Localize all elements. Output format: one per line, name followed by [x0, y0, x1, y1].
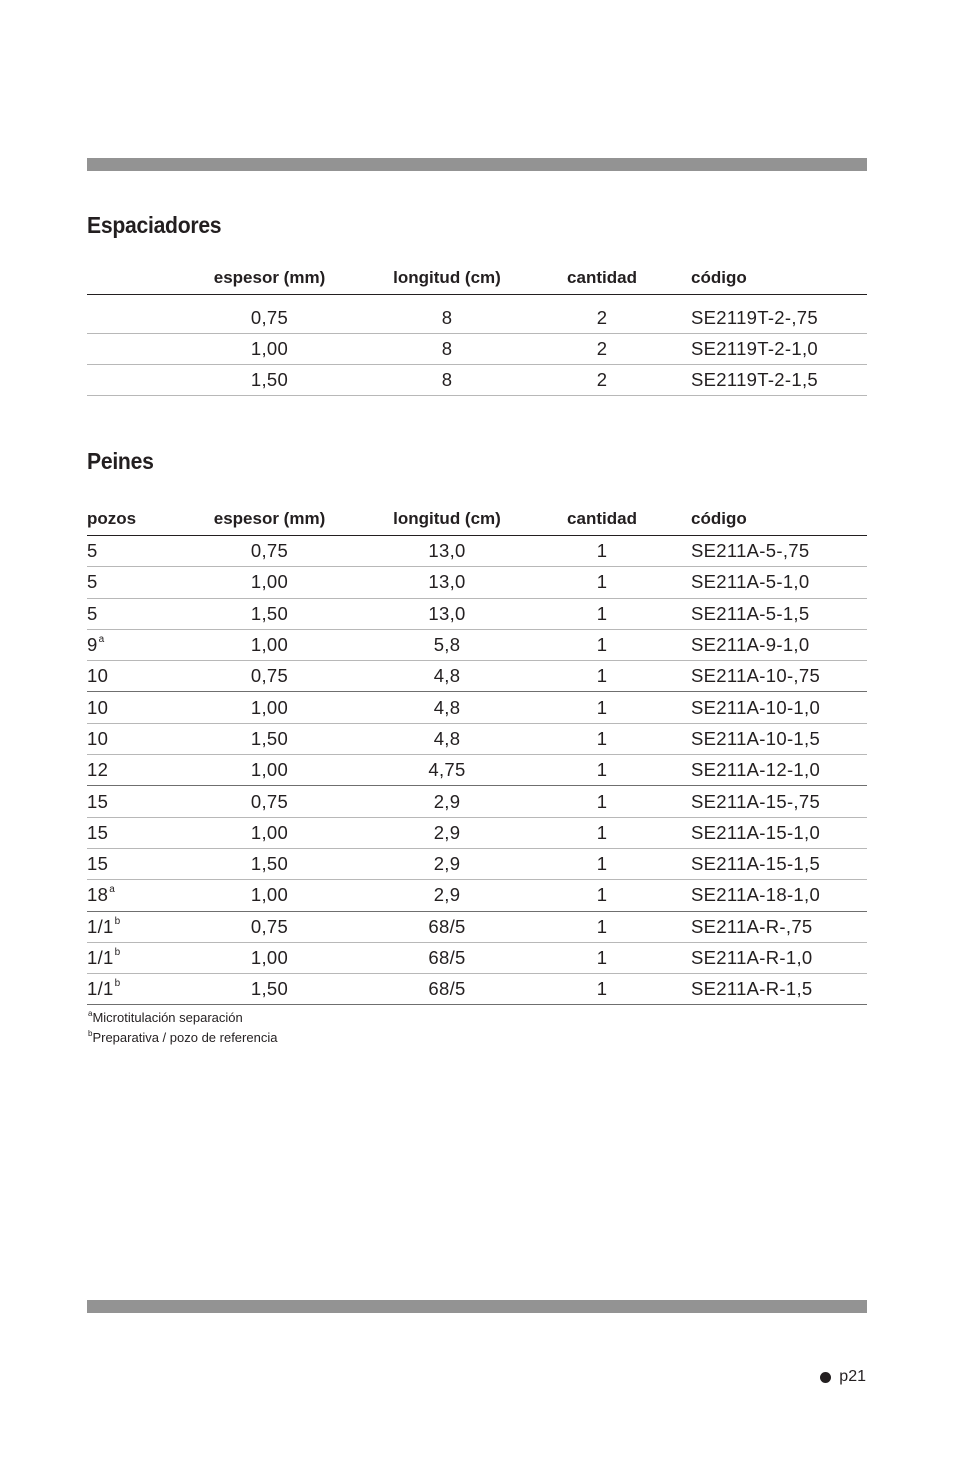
table-cell: [87, 911, 197, 942]
cell-value: 13,0: [428, 602, 466, 624]
table-cell: [342, 723, 552, 754]
top-divider-bar: [87, 158, 867, 171]
table-cell: [342, 974, 552, 1005]
cell-value: 9: [87, 634, 98, 656]
table-cell: [652, 723, 867, 754]
cell-value: 1,00: [250, 571, 289, 593]
table-cell: [652, 661, 867, 692]
cell-value: 1,50: [250, 853, 289, 875]
table-cell: [552, 692, 652, 723]
table-cell: [552, 598, 652, 629]
table-cell: [87, 295, 197, 334]
footnotes: [87, 1008, 277, 1048]
page-number: p21: [839, 1368, 866, 1385]
table-row: [87, 365, 867, 396]
cell-value: SE211A-15-,75: [691, 790, 821, 812]
table-cell: [197, 629, 342, 660]
column-header: cantidad: [552, 503, 652, 536]
footnote-mark: a: [88, 1009, 93, 1018]
cell-value: 12: [87, 759, 109, 781]
cell-value: 1: [596, 571, 608, 593]
table-cell: 2: [552, 334, 652, 365]
column-header: código: [652, 503, 867, 536]
cell-value: 1: [596, 540, 608, 562]
cell-value: SE211A-9-1,0: [691, 634, 810, 656]
cell-value: 15: [87, 790, 109, 812]
cell-value: 1/1: [87, 978, 114, 1000]
cell-value: 5: [87, 602, 98, 624]
table-cell: [87, 723, 197, 754]
table-cell: [652, 974, 867, 1005]
table-row: [87, 629, 867, 660]
table-row: [87, 334, 867, 365]
table-cell: 2: [552, 295, 652, 334]
cell-value: 4,8: [433, 727, 461, 749]
cell-value: 13,0: [428, 540, 466, 562]
cell-value: 1,00: [250, 759, 289, 781]
table-cell: 1,00: [197, 334, 342, 365]
table-cell: [552, 942, 652, 973]
cell-value: 1,50: [250, 727, 289, 749]
table-cell: 8: [342, 295, 552, 334]
cell-value: 10: [87, 696, 109, 718]
cell-value: SE211A-5-1,5: [691, 602, 810, 624]
cell-value: 4,75: [428, 759, 466, 781]
table-cell: [652, 629, 867, 660]
table-cell: [342, 817, 552, 848]
table-cell: [342, 848, 552, 879]
table-cell: [197, 723, 342, 754]
cell-value: 10: [87, 665, 109, 687]
table-cell: 8: [342, 365, 552, 396]
cell-value: 68/5: [428, 978, 466, 1000]
table-cell: [552, 974, 652, 1005]
bottom-divider-bar: [87, 1300, 867, 1313]
cell-value: 1: [596, 821, 608, 843]
table-row: [87, 817, 867, 848]
table-cell: [87, 536, 197, 567]
cell-value: 5,8: [433, 634, 461, 656]
cell-value: 4,8: [433, 696, 461, 718]
table-cell: [197, 786, 342, 817]
table-cell: [87, 629, 197, 660]
table-cell: [342, 880, 552, 911]
table-cell: [342, 692, 552, 723]
table-cell: [197, 755, 342, 786]
table-cell: 2: [552, 365, 652, 396]
cell-value: 1: [596, 790, 608, 812]
table-cell: [87, 365, 197, 396]
table-cell: [552, 817, 652, 848]
column-header: [87, 262, 197, 295]
table-cell: [87, 567, 197, 598]
cell-value: 68/5: [428, 947, 466, 968]
table-cell: [87, 661, 197, 692]
cell-value: 1,50: [250, 978, 289, 1000]
table-cell: [87, 334, 197, 365]
table-row: [87, 755, 867, 786]
table-row: [87, 848, 867, 879]
cell-value: 0,75: [250, 915, 289, 937]
table-cell: [342, 661, 552, 692]
cell-value: 1,00: [250, 696, 289, 718]
cell-value: 1,00: [250, 884, 289, 906]
table-cell: [197, 567, 342, 598]
table-cell: [652, 755, 867, 786]
cell-value: 1: [596, 602, 608, 624]
bullet-icon: [820, 1372, 831, 1383]
cell-value: 1,00: [250, 634, 289, 656]
cell-value: SE211A-R-1,0: [691, 947, 813, 968]
table-cell: [652, 567, 867, 598]
cell-value: 15: [87, 821, 109, 843]
table-row: [87, 942, 867, 973]
cell-value: 1,00: [250, 947, 289, 968]
table-cell: [87, 692, 197, 723]
column-header: espesor (mm): [197, 503, 342, 536]
cell-value: 1: [596, 853, 608, 875]
cell-value: SE211A-10-1,5: [691, 727, 821, 749]
table-row: [87, 974, 867, 1005]
cell-value: SE211A-10-,75: [691, 665, 821, 687]
cell-value: 1/1: [87, 947, 114, 968]
table-cell: [197, 598, 342, 629]
cell-value: 1: [596, 665, 608, 687]
table-cell: [197, 661, 342, 692]
table-cell: [552, 629, 652, 660]
cell-value: 1: [596, 884, 608, 906]
cell-value: SE211A-R-1,5: [691, 978, 813, 1000]
footnote-text: Preparativa / pozo de referencia: [92, 1030, 278, 1045]
table-cell: [652, 786, 867, 817]
cell-value: 1: [596, 978, 608, 1000]
table-cell: [652, 911, 867, 942]
footnote-mark: b: [88, 1029, 93, 1038]
table-row: [87, 567, 867, 598]
cell-value: 0,75: [250, 540, 289, 562]
table-cell: [552, 786, 652, 817]
table-header-row: [87, 262, 867, 295]
cell-value: 15: [87, 853, 109, 875]
table-cell: [197, 880, 342, 911]
table-cell: [342, 755, 552, 786]
table-cell: [197, 942, 342, 973]
table-row: [87, 295, 867, 334]
table-cell: [342, 567, 552, 598]
table-cell: [552, 661, 652, 692]
table-cell: [342, 536, 552, 567]
footnote-mark: b: [114, 915, 121, 927]
cell-value: 1,00: [250, 821, 289, 843]
cell-value: 1: [596, 947, 608, 968]
cell-value: SE211A-15-1,5: [691, 853, 821, 875]
cell-value: 1: [596, 727, 608, 749]
table-cell: [197, 817, 342, 848]
footnote-mark: a: [109, 884, 116, 896]
cell-value: SE211A-R-,75: [691, 915, 813, 937]
table-row: [87, 661, 867, 692]
table-cell: [552, 567, 652, 598]
table-cell: [197, 692, 342, 723]
footnote: [87, 1008, 277, 1028]
column-header: espesor (mm): [197, 262, 342, 295]
cell-value: SE211A-5-,75: [691, 540, 810, 562]
table-cell: [342, 942, 552, 973]
table-cell: [87, 598, 197, 629]
cell-value: 2,9: [433, 853, 461, 875]
column-header: código: [652, 262, 867, 295]
table-cell: [652, 536, 867, 567]
cell-value: 68/5: [428, 915, 466, 937]
table-cell: [552, 911, 652, 942]
cell-value: 2,9: [433, 821, 461, 843]
table-cell: [87, 817, 197, 848]
table-cell: [197, 911, 342, 942]
table-row: [87, 692, 867, 723]
table-cell: [652, 880, 867, 911]
cell-value: 0,75: [250, 665, 289, 687]
cell-value: 13,0: [428, 571, 466, 593]
footnote-text: Microtitulación separación: [92, 1010, 243, 1025]
table-cell: [87, 755, 197, 786]
table-cell: [87, 786, 197, 817]
cell-value: 1: [596, 915, 608, 937]
table-cell: [342, 629, 552, 660]
cell-value: 1: [596, 634, 608, 656]
column-header: pozos: [87, 503, 197, 536]
table-cell: [552, 755, 652, 786]
cell-value: SE211A-12-1,0: [691, 759, 821, 781]
table-cell: [652, 848, 867, 879]
table-cell: [197, 536, 342, 567]
cell-value: 2,9: [433, 884, 461, 906]
cell-value: 2,9: [433, 790, 461, 812]
table-cell: [87, 848, 197, 879]
table-header-row: [87, 503, 867, 536]
table-cell: [652, 598, 867, 629]
spacers-title: Espaciadores: [87, 212, 222, 238]
table-cell: [342, 598, 552, 629]
table-cell: [197, 974, 342, 1005]
footnote-mark: b: [114, 978, 121, 990]
table-cell: [87, 974, 197, 1005]
footnote-mark: a: [98, 634, 105, 646]
table-row: [87, 598, 867, 629]
table-cell: [652, 817, 867, 848]
footnote: [87, 1028, 277, 1048]
table-cell: 8: [342, 334, 552, 365]
cell-value: 1,50: [250, 602, 289, 624]
table-cell: SE2119T-2-1,5: [652, 365, 867, 396]
table-cell: 0,75: [197, 295, 342, 334]
column-header: longitud (cm): [342, 262, 552, 295]
table-cell: [552, 723, 652, 754]
column-header: cantidad: [552, 262, 652, 295]
cell-value: 0,75: [250, 790, 289, 812]
table-row: [87, 911, 867, 942]
spacers-table: [87, 262, 867, 396]
page-footer: [820, 1368, 866, 1386]
cell-value: SE211A-5-1,0: [691, 571, 810, 593]
column-header: longitud (cm): [342, 503, 552, 536]
table-row: [87, 723, 867, 754]
table-cell: [652, 942, 867, 973]
table-cell: [342, 911, 552, 942]
table-cell: [342, 786, 552, 817]
cell-value: SE211A-10-1,0: [691, 696, 821, 718]
cell-value: 1/1: [87, 915, 114, 937]
cell-value: 1: [596, 696, 608, 718]
table-cell: [552, 848, 652, 879]
footnote-mark: b: [114, 947, 121, 958]
table-cell: SE2119T-2-1,0: [652, 334, 867, 365]
cell-value: SE211A-18-1,0: [691, 884, 821, 906]
cell-value: 1: [596, 759, 608, 781]
cell-value: 4,8: [433, 665, 461, 687]
table-row: [87, 880, 867, 911]
cell-value: 10: [87, 727, 109, 749]
table-row: [87, 786, 867, 817]
table-row: [87, 536, 867, 567]
cell-value: 18: [87, 884, 109, 906]
cell-value: 5: [87, 540, 98, 562]
table-cell: [87, 880, 197, 911]
table-cell: [197, 848, 342, 879]
cell-value: 5: [87, 571, 98, 593]
table-cell: [552, 880, 652, 911]
table-cell: [652, 692, 867, 723]
table-cell: SE2119T-2-,75: [652, 295, 867, 334]
combs-title: Peines: [87, 448, 154, 474]
combs-table: [87, 503, 867, 1005]
table-cell: [87, 942, 197, 973]
cell-value: SE211A-15-1,0: [691, 821, 821, 843]
table-cell: [552, 536, 652, 567]
table-cell: 1,50: [197, 365, 342, 396]
